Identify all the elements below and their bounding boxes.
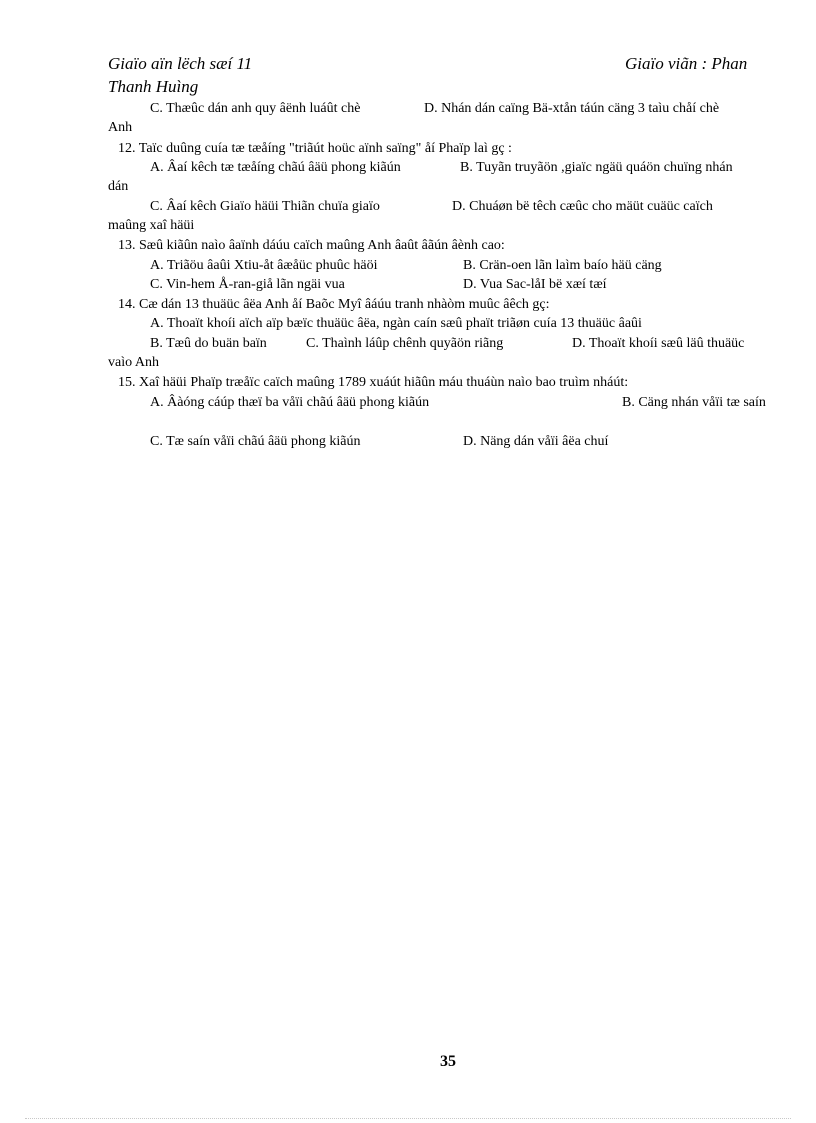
q13-option-d: D. Vua Sac-låI bë xæí tæí xyxy=(463,277,607,292)
q14-stem: 14. Cæ dán 13 thuäüc âëa Anh åí Baõc Myî âáúu tranh nhàòm muûc âêch gç: xyxy=(118,297,550,312)
q13-option-b: B. Crän-oen lãn laìm baío häü cäng xyxy=(463,258,662,273)
q12-option-b: B. Tuyãn truyãön ,giaïc ngäü quáön chuïng nhán xyxy=(460,160,733,175)
q13-stem: 13. Sæû kiãûn naìo âaïnh dáúu caïch maûng Anh âaût âãún âènh cao: xyxy=(118,238,505,253)
header-subject: Giaïo aïn lëch sæí 11 xyxy=(108,54,253,73)
q12-option-a: A. Âaí kêch tæ tæåíng chãú âäü phong kiãún xyxy=(150,160,401,175)
q14-option-c: C. Thaình láûp chênh quyãön riãng xyxy=(306,336,504,351)
q11-option-d-cont: Anh xyxy=(108,120,133,135)
q14-option-d: D. Thoaït khoíi sæû läû thuäüc xyxy=(572,336,745,351)
q12-option-b-cont: dán xyxy=(108,179,129,194)
q15-option-a: A. Âàóng cáúp thæï ba våïi chãú âäü phong kiãún xyxy=(150,395,430,410)
q11-option-d: D. Nhán dán caïng Bä-xtån táún cäng 3 taìu chåí chè xyxy=(424,101,720,116)
q15-option-c: C. Tæ saín våïi chãú âäü phong kiãún xyxy=(150,434,361,449)
q13-option-c: C. Vin-hem Å-ran-giå lãn ngäi vua xyxy=(150,277,345,292)
q15-option-b: B. Cäng nhán våïi tæ saín xyxy=(622,395,766,410)
q12-option-d: D. Chuáøn bë têch cæûc cho mäüt cuäüc caïch xyxy=(452,199,713,214)
header-teacher: Giaïo viãn : Phan xyxy=(625,54,748,73)
q14-option-d-cont: vaìo Anh xyxy=(108,355,159,370)
q14-option-b: B. Tæû do buän baïn xyxy=(150,336,267,351)
q12-option-d-cont: maûng xaî häüi xyxy=(108,218,195,233)
page-bottom-divider xyxy=(25,1118,791,1119)
header-teacher-name: Thanh Huìng xyxy=(108,77,199,96)
q12-stem: 12. Taïc duûng cuía tæ tæåíng "triãút hoüc aïnh saïng" åí Phaïp laì gç : xyxy=(118,141,512,156)
q11-option-c: C. Thæûc dán anh quy âënh luáût chè xyxy=(150,101,361,116)
page-number: 35 xyxy=(440,1053,456,1070)
q12-option-c: C. Âaí kêch Giaïo häüi Thiãn chuïa giaïo xyxy=(150,199,380,214)
q14-option-a: A. Thoaït khoíi aïch aïp bæïc thuäüc âëa, ngàn caín sæû phaït triãøn cuía 13 thuäüc âaûi xyxy=(150,316,642,331)
q15-option-d: D. Näng dán våïi âëa chuí xyxy=(463,434,609,449)
q13-option-a: A. Triãöu âaûi Xtiu-åt âæåüc phuûc häöi xyxy=(150,258,378,273)
q15-stem: 15. Xaî häüi Phaïp træåïc caïch maûng 1789 xuáút hiãûn máu thuáùn naìo bao truìm nháút: xyxy=(118,375,629,390)
